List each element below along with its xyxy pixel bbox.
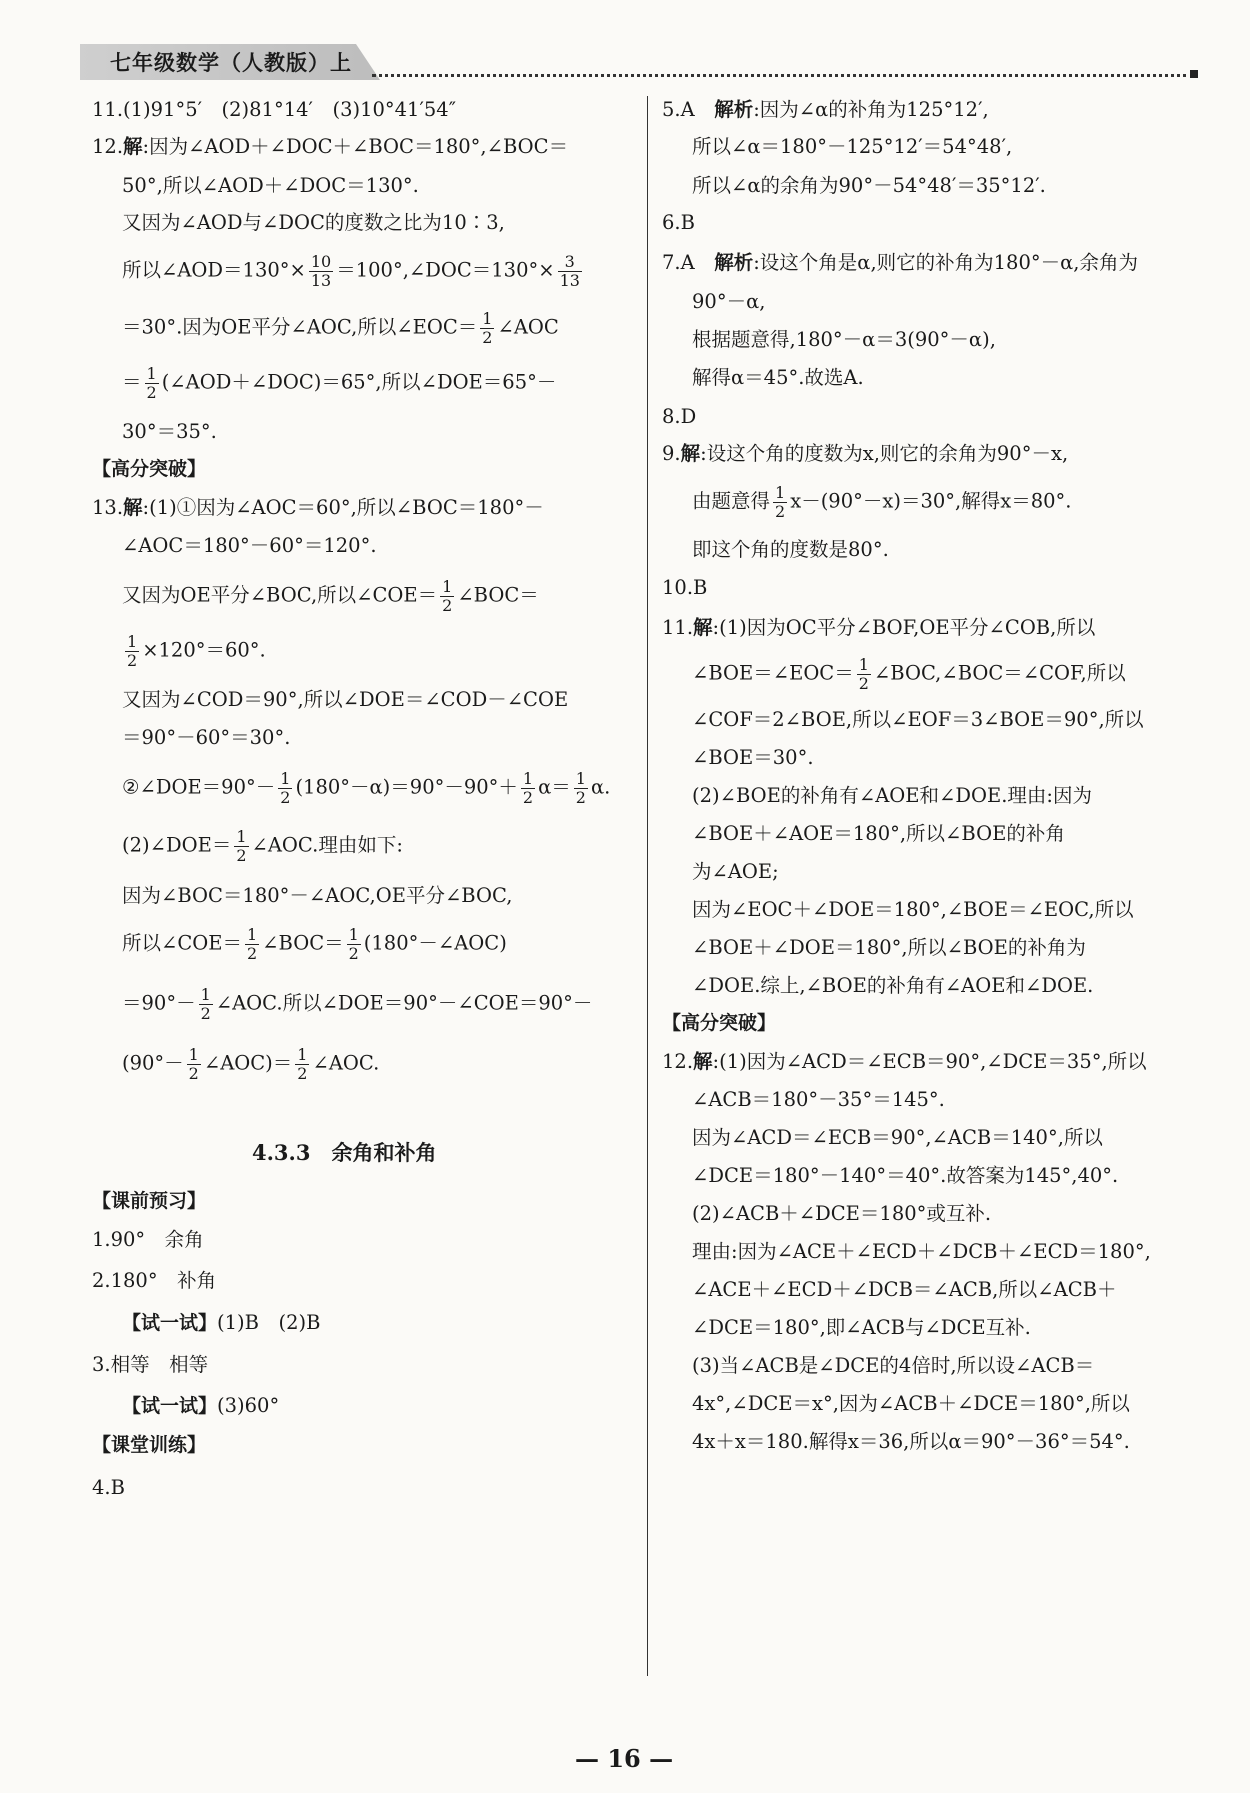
answer-line: 又因为∠COD＝90°,所以∠DOE＝∠COD－∠COE: [122, 688, 569, 711]
answer-line: 1.90° 余角: [92, 1228, 204, 1251]
answer-line: (2)∠DOE＝ $\frac{1}{2}$ ∠AOC.理由如下:: [122, 827, 403, 865]
answer-line: (2)∠ACB＋∠DCE＝180°或互补.: [692, 1202, 992, 1225]
answer-line: ＝90°－ $\frac{1}{2}$ ∠AOC.所以∠DOE＝90°－∠COE＝90°－: [122, 985, 593, 1023]
answer-line: 13.解:(1)①因为∠AOC＝60°,所以∠BOC＝180°－: [92, 496, 544, 519]
header-title: 七年级数学（人教版）上: [110, 50, 352, 75]
fraction: $\frac{10}{13}$: [310, 252, 332, 290]
answer-line: 3.相等 相等: [92, 1353, 209, 1376]
answer-line: ∠ACE＋∠ECD＋∠DCB＝∠ACB,所以∠ACB＋: [692, 1278, 1117, 1301]
answer-line: ＝30°.因为OE平分∠AOC,所以∠EOC＝ $\frac{1}{2}$ ∠AOC: [122, 309, 559, 347]
answer-line: 6.B: [662, 211, 695, 234]
answer-line: 8.D: [662, 405, 697, 428]
answer-line: ∠BOE＝30°.: [692, 746, 814, 769]
answer-line: (2)∠BOE的补角有∠AOE和∠DOE.理由:因为: [692, 784, 1092, 807]
answer-line: 所以∠α＝180°－125°12′＝54°48′,: [692, 135, 1013, 158]
header-dot: [1190, 70, 1198, 78]
answer-line: 【试一试】(3)60°: [122, 1394, 280, 1417]
answer-line: 4x°,∠DCE＝x°,因为∠ACB＋∠DCE＝180°,所以: [692, 1392, 1130, 1415]
fraction: $\frac{1}{2}$: [522, 769, 534, 807]
answer-line: 12.解:因为∠AOD＋∠DOC＋∠BOC＝180°,∠BOC＝: [92, 135, 569, 158]
answer-line: 90°－α,: [692, 290, 766, 313]
answer-line: ∠BOE＋∠DOE＝180°,所以∠BOE的补角为: [692, 936, 1086, 959]
answer-line: 9.解:设这个角的度数为x,则它的余角为90°－x,: [662, 442, 1069, 465]
answer-line: 50°,所以∠AOD＋∠DOC＝130°.: [122, 174, 419, 197]
answer-line: 【试一试】(1)B (2)B: [122, 1311, 321, 1334]
fraction: $\frac{1}{2}$: [127, 632, 138, 670]
fraction: $\frac{1}{2}$: [146, 364, 157, 402]
answer-line: 12.解:(1)因为∠ACD＝∠ECB＝90°,∠DCE＝35°,所以: [662, 1050, 1147, 1073]
fraction: $\frac{1}{2}$: [280, 769, 291, 807]
header-rule: [372, 74, 1194, 77]
answer-line: 2.180° 补角: [92, 1269, 217, 1292]
answer-line: ∠COF＝2∠BOE,所以∠EOF＝3∠BOE＝90°,所以: [692, 708, 1144, 731]
fraction: $\frac{1}{2}$: [236, 827, 247, 865]
page-number: — 16 —: [575, 1744, 674, 1773]
answer-line: ∠DCE＝180°,即∠ACB与∠DCE互补.: [692, 1316, 1031, 1339]
fraction: $\frac{1}{2}$: [575, 769, 586, 807]
answer-line: 4.B: [92, 1476, 125, 1499]
section-heading: 4.3.3 余角和补角: [252, 1140, 437, 1165]
answer-line: ∠DOE.综上,∠BOE的补角有∠AOE和∠DOE.: [692, 974, 1094, 997]
answer-line: 所以∠COE＝ $\frac{1}{2}$ ∠BOC＝ $\frac{1}{2}$ (180°－∠AOC): [122, 925, 507, 963]
answer-line: 因为∠ACD＝∠ECB＝90°,∠ACB＝140°,所以: [692, 1126, 1103, 1149]
fraction: $\frac{1}{2}$: [775, 483, 786, 521]
fraction: $\frac{1}{2}$: [858, 655, 869, 693]
answer-line: ②∠DOE＝90°－ $\frac{1}{2}$ (180°－α)＝90°－90°＋ $\frac{1}{2}$ α＝ $\frac{1}{2}$ α.: [122, 769, 611, 807]
section-label: 【课前预习】: [92, 1190, 207, 1212]
section-label: 【高分突破】: [92, 458, 207, 480]
answer-line: ∠DCE＝180°－140°＝40°.故答案为145°,40°.: [692, 1164, 1119, 1187]
answer-line: 30°＝35°.: [122, 420, 217, 443]
fraction: $\frac{1}{2}$: [482, 309, 493, 347]
answer-line: 所以∠α的余角为90°－54°48′＝35°12′.: [692, 174, 1046, 197]
answer-line: 理由:因为∠ACE＋∠ECD＋∠DCB＋∠ECD＝180°,: [692, 1240, 1151, 1263]
answer-line: 11.(1)91°5′ (2)81°14′ (3)10°41′54″: [92, 98, 456, 121]
answer-line: 因为∠EOC＋∠DOE＝180°,∠BOE＝∠EOC,所以: [692, 898, 1134, 921]
answer-line: 因为∠BOC＝180°－∠AOC,OE平分∠BOC,: [122, 884, 513, 907]
answer-line: ∠BOE＋∠AOE＝180°,所以∠BOE的补角: [692, 822, 1065, 845]
answer-line: $\frac{1}{2}$ ×120°＝60°.: [127, 632, 266, 670]
fraction: $\frac{1}{2}$: [200, 985, 211, 1023]
fraction: $\frac{1}{2}$: [297, 1045, 308, 1083]
fraction: $\frac{1}{2}$: [246, 925, 258, 963]
fraction: $\frac{1}{2}$: [442, 577, 453, 615]
answer-line: 4x＋x＝180.解得x＝36,所以α＝90°－36°＝54°.: [692, 1430, 1130, 1453]
answer-line: ∠BOE＝∠EOC＝ $\frac{1}{2}$ ∠BOC,∠BOC＝∠COF,所以: [692, 655, 1126, 693]
column-divider: [647, 96, 648, 1676]
section-label: 【课堂训练】: [92, 1434, 207, 1456]
answer-line: 根据题意得,180°－α＝3(90°－α),: [692, 328, 996, 351]
answer-line: ＝ $\frac{1}{2}$ (∠AOD＋∠DOC)＝65°,所以∠DOE＝65°－: [122, 364, 557, 402]
fraction: $\frac{3}{13}$: [559, 252, 580, 290]
answer-line: 所以∠AOD＝130°× $\frac{10}{13}$ ＝100°,∠DOC＝130°× $\frac{3}{13}$: [122, 252, 580, 290]
answer-line: 即这个角的度数是80°.: [692, 538, 889, 561]
section-label: 【高分突破】: [662, 1012, 777, 1034]
answer-line: 解得α＝45°.故选A.: [692, 366, 864, 389]
answer-line: 5.A 解析:因为∠α的补角为125°12′,: [662, 98, 989, 121]
answer-line: (90°－ $\frac{1}{2}$ ∠AOC)＝ $\frac{1}{2}$ ∠AOC.: [122, 1045, 380, 1083]
answer-line: 10.B: [662, 576, 708, 599]
answer-line: 由题意得 $\frac{1}{2}$ x－(90°－x)＝30°,解得x＝80°.: [692, 483, 1072, 521]
answer-line: ＝90°－60°＝30°.: [122, 726, 291, 749]
answer-line: 又因为∠AOD与∠DOC的度数之比为10∶3,: [122, 211, 505, 234]
answer-line: ∠AOC＝180°－60°＝120°.: [122, 534, 377, 557]
answer-line: 又因为OE平分∠BOC,所以∠COE＝ $\frac{1}{2}$ ∠BOC＝: [122, 577, 539, 615]
fraction: $\frac{1}{2}$: [348, 925, 359, 963]
answer-line: 11.解:(1)因为OC平分∠BOF,OE平分∠COB,所以: [662, 616, 1096, 639]
answer-line: 为∠AOE;: [692, 860, 779, 883]
answer-line: ∠ACB＝180°－35°＝145°.: [692, 1088, 945, 1111]
answer-line: (3)当∠ACB是∠DCE的4倍时,所以设∠ACB＝: [692, 1354, 1095, 1377]
fraction: $\frac{1}{2}$: [188, 1045, 199, 1083]
answer-line: 7.A 解析:设这个角是α,则它的补角为180°－α,余角为: [662, 251, 1138, 274]
